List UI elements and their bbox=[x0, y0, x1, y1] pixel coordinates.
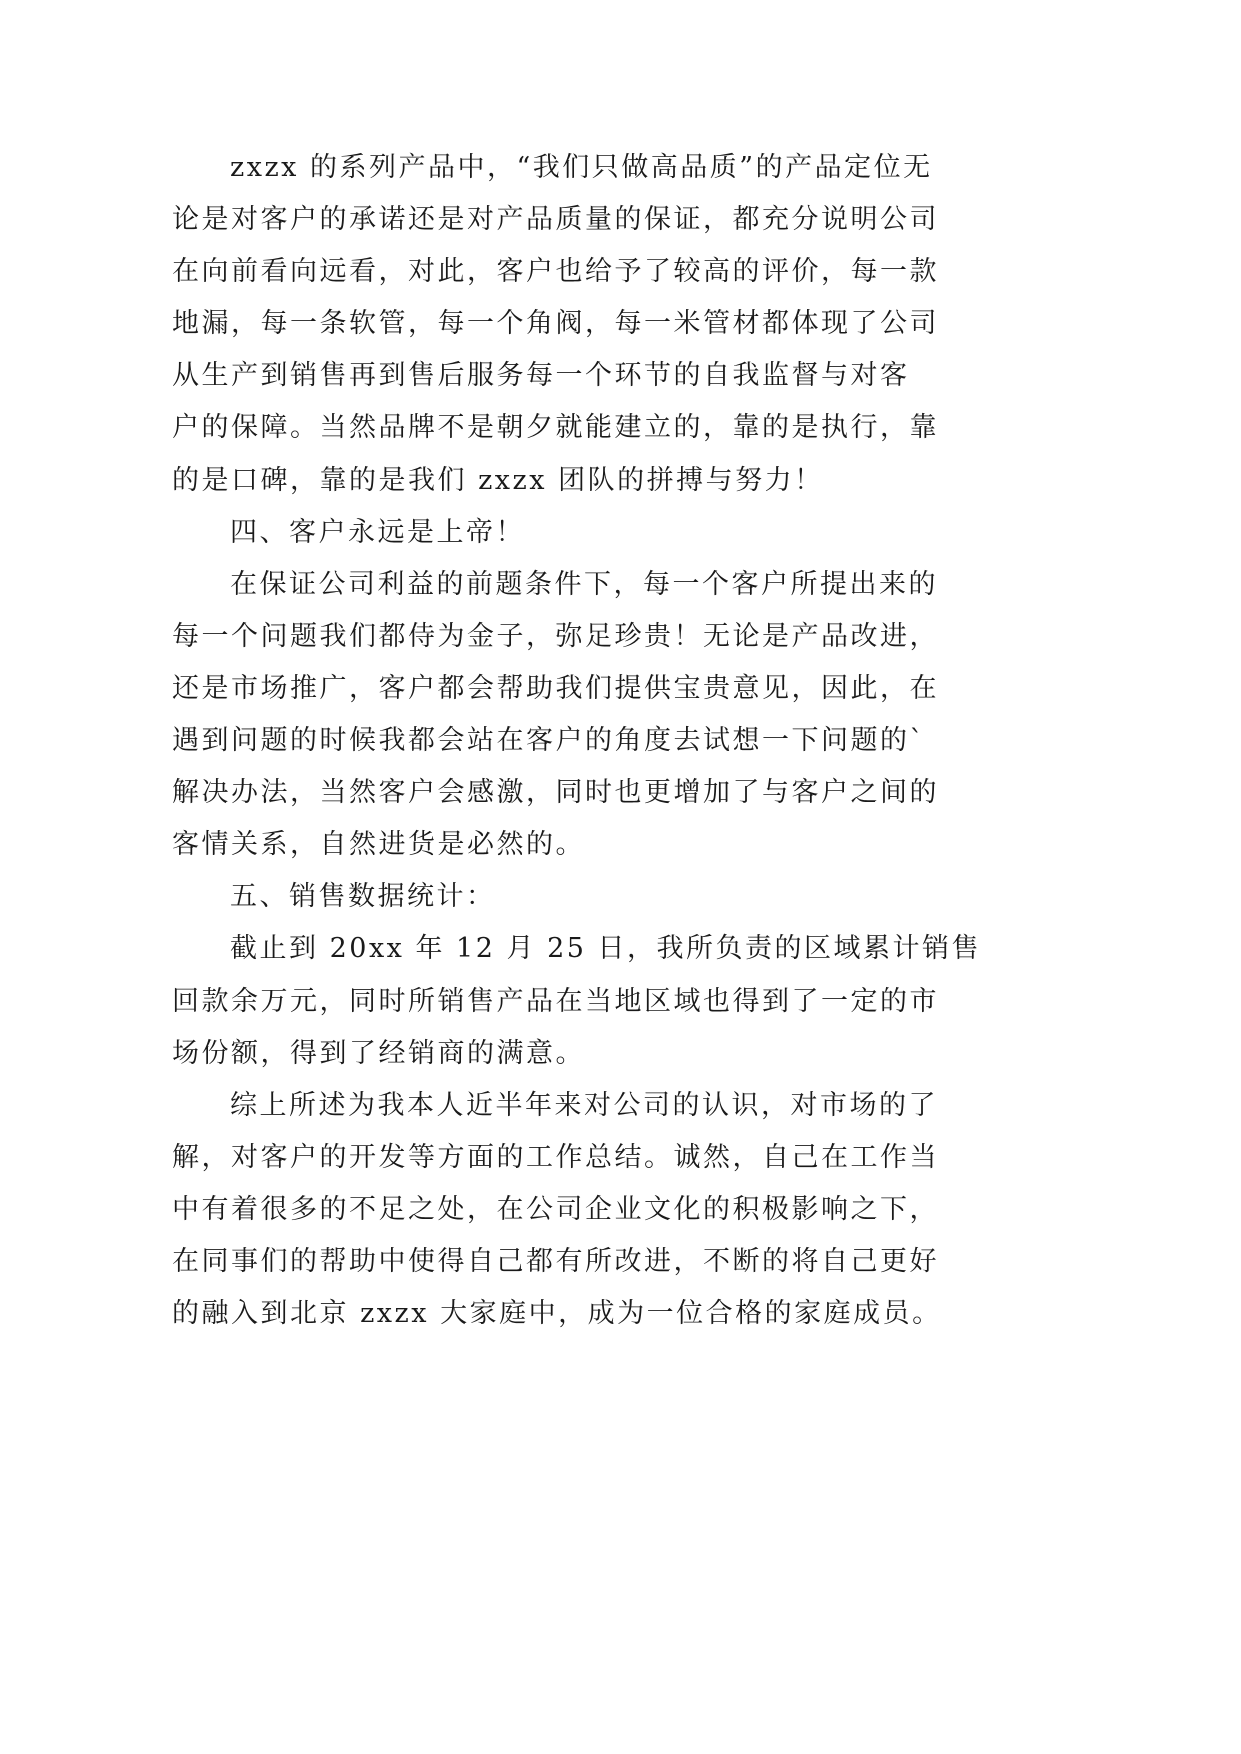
text-line: 论是对客户的承诺还是对产品质量的保证，都充分说明公司 bbox=[172, 204, 939, 236]
text-line: 中有着很多的不足之处，在公司企业文化的积极影响之下， bbox=[172, 1193, 939, 1225]
section-heading: 五、销售数据统计： bbox=[230, 881, 496, 913]
document-body bbox=[172, 142, 982, 1340]
text-line: 解，对客户的开发等方面的工作总结。诚然，自己在工作当 bbox=[172, 1141, 939, 1173]
text-line: 还是市场推广，客户都会帮助我们提供宝贵意见，因此，在 bbox=[172, 672, 939, 704]
text-line: 解决办法，当然客户会感激，同时也更增加了与客户之间的 bbox=[172, 777, 939, 809]
text-line: 遇到问题的时候我都会站在客户的角度去试想一下问题的` bbox=[172, 725, 926, 757]
text-line: zxzx 的系列产品中，“我们只做高品质”的产品定位无 bbox=[230, 152, 933, 183]
text-line: 每一个问题我们都侍为金子，弥足珍贵！无论是产品改进， bbox=[172, 620, 939, 652]
text-line: 在向前看向远看，对此，客户也给予了较高的评价，每一款 bbox=[172, 256, 939, 288]
section-heading: 四、客户永远是上帝！ bbox=[230, 516, 525, 548]
paragraph-summary bbox=[172, 1080, 972, 1340]
text-line: 户的保障。当然品牌不是朝夕就能建立的，靠的是执行，靠 bbox=[172, 412, 939, 444]
text-line: 的是口碑，靠的是我们 zxzx 团队的拼搏与努力！ bbox=[172, 464, 824, 496]
text-line: 综上所述为我本人近半年来对公司的认识，对市场的了 bbox=[230, 1089, 938, 1121]
paragraph-sales-data bbox=[172, 923, 982, 1079]
section-heading-sales-data bbox=[172, 871, 972, 923]
paragraph-product-quality bbox=[172, 142, 972, 507]
text-line: 场份额，得到了经销商的满意。 bbox=[172, 1037, 585, 1069]
paragraph-customer bbox=[172, 559, 972, 872]
text-line: 的融入到北京 zxzx 大家庭中，成为一位合格的家庭成员。 bbox=[172, 1298, 942, 1330]
section-heading-customer bbox=[172, 507, 972, 559]
text-line: 截止到 20xx 年 12 月 25 日，我所负责的区域累计销售 bbox=[230, 933, 982, 965]
text-line: 地漏，每一条软管，每一个角阀，每一米管材都体现了公司 bbox=[172, 308, 939, 340]
text-line: 回款余万元，同时所销售产品在当地区域也得到了一定的市 bbox=[172, 985, 939, 1017]
text-line: 在保证公司利益的前题条件下，每一个客户所提出来的 bbox=[230, 568, 938, 600]
text-line: 客情关系，自然进货是必然的。 bbox=[172, 829, 585, 861]
text-line: 在同事们的帮助中使得自己都有所改进，不断的将自己更好 bbox=[172, 1245, 939, 1277]
text-line: 从生产到销售再到售后服务每一个环节的自我监督与对客 bbox=[172, 360, 910, 392]
